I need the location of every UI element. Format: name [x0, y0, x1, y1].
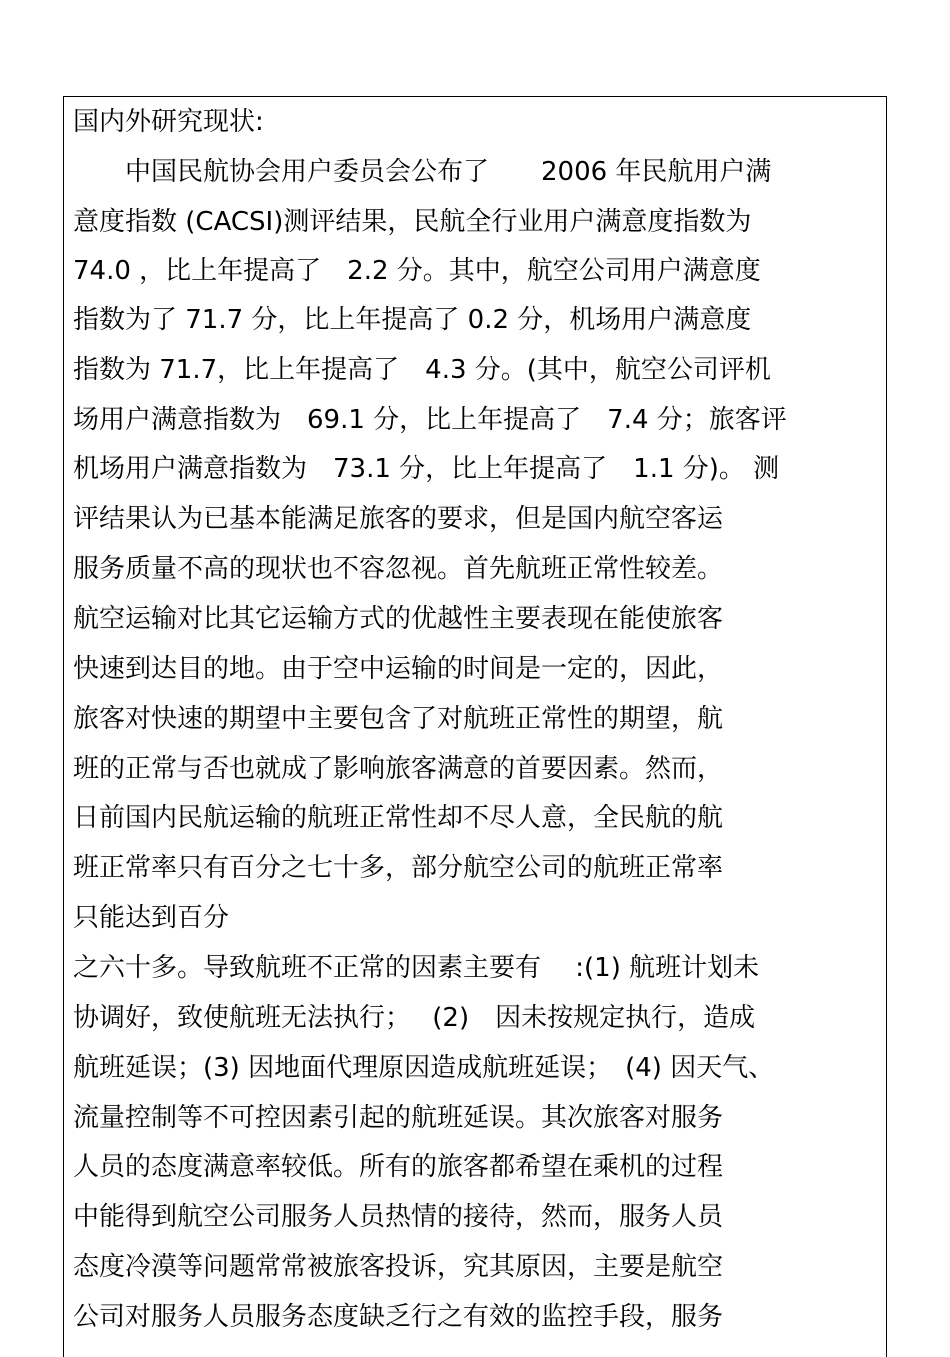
- text-line: 航空运输对比其它运输方式的优越性主要表现在能使旅客: [73, 604, 724, 634]
- text-line: 中能得到航空公司服务人员热情的接待，然而，服务人员: [73, 1202, 724, 1232]
- text-line: 意度指数 (CACSI)测评结果，民航全行业用户满意度指数为: [73, 207, 752, 237]
- text-line: 人员的态度满意率较低。所有的旅客都希望在乘机的过程: [73, 1152, 724, 1182]
- text-line: 之六十多。导致航班不正常的因素主要有 :(1) 航班计划未: [73, 953, 760, 983]
- text-line: 班的正常与否也就成了影响旅客满意的首要因素。然而，: [73, 754, 724, 784]
- text-line: 日前国内民航运输的航班正常性却不尽人意，全民航的航: [73, 803, 724, 833]
- text-line: 态度冷漠等问题常常被旅客投诉，究其原因，主要是航空: [73, 1252, 724, 1282]
- text-line: 快速到达目的地。由于空中运输的时间是一定的，因此，: [73, 654, 724, 684]
- text-line: 旅客对快速的期望中主要包含了对航班正常性的期望，航: [73, 704, 724, 734]
- text-line: 航班延误；(3) 因地面代理原因造成航班延误； (4) 因天气、: [73, 1053, 775, 1083]
- text-line: 指数为了 71.7 分，比上年提高了 0.2 分，机场用户满意度: [73, 305, 752, 335]
- text-line: 只能达到百分: [73, 903, 230, 933]
- text-line: 机场用户满意指数为 73.1 分，比上年提高了 1.1 分)。 测: [73, 454, 780, 484]
- text-line: 场用户满意指数为 69.1 分，比上年提高了 7.4 分；旅客评: [73, 405, 787, 435]
- text-line: 评结果认为已基本能满足旅客的要求，但是国内航空客运: [73, 504, 724, 534]
- text-line: 流量控制等不可控因素引起的航班延误。其次旅客对服务: [73, 1103, 724, 1133]
- text-line: 74.0 ，比上年提高了 2.2 分。其中，航空公司用户满意度: [73, 256, 761, 286]
- section-heading: 国内外研究现状:: [73, 107, 264, 137]
- text-line: 协调好，致使航班无法执行； (2) 因未按规定执行，造成: [73, 1003, 756, 1033]
- text-line: 服务质量不高的现状也不容忽视。首先航班正常性较差。: [73, 554, 724, 584]
- text-line: 中国民航协会用户委员会公布了 2006 年民航用户满: [73, 157, 772, 187]
- text-line: 公司对服务人员服务态度缺乏行之有效的监控手段，服务: [73, 1302, 724, 1332]
- text-line: 指数为 71.7，比上年提高了 4.3 分。(其中，航空公司评机: [73, 355, 771, 385]
- text-line: 班正常率只有百分之七十多，部分航空公司的航班正常率: [73, 853, 724, 883]
